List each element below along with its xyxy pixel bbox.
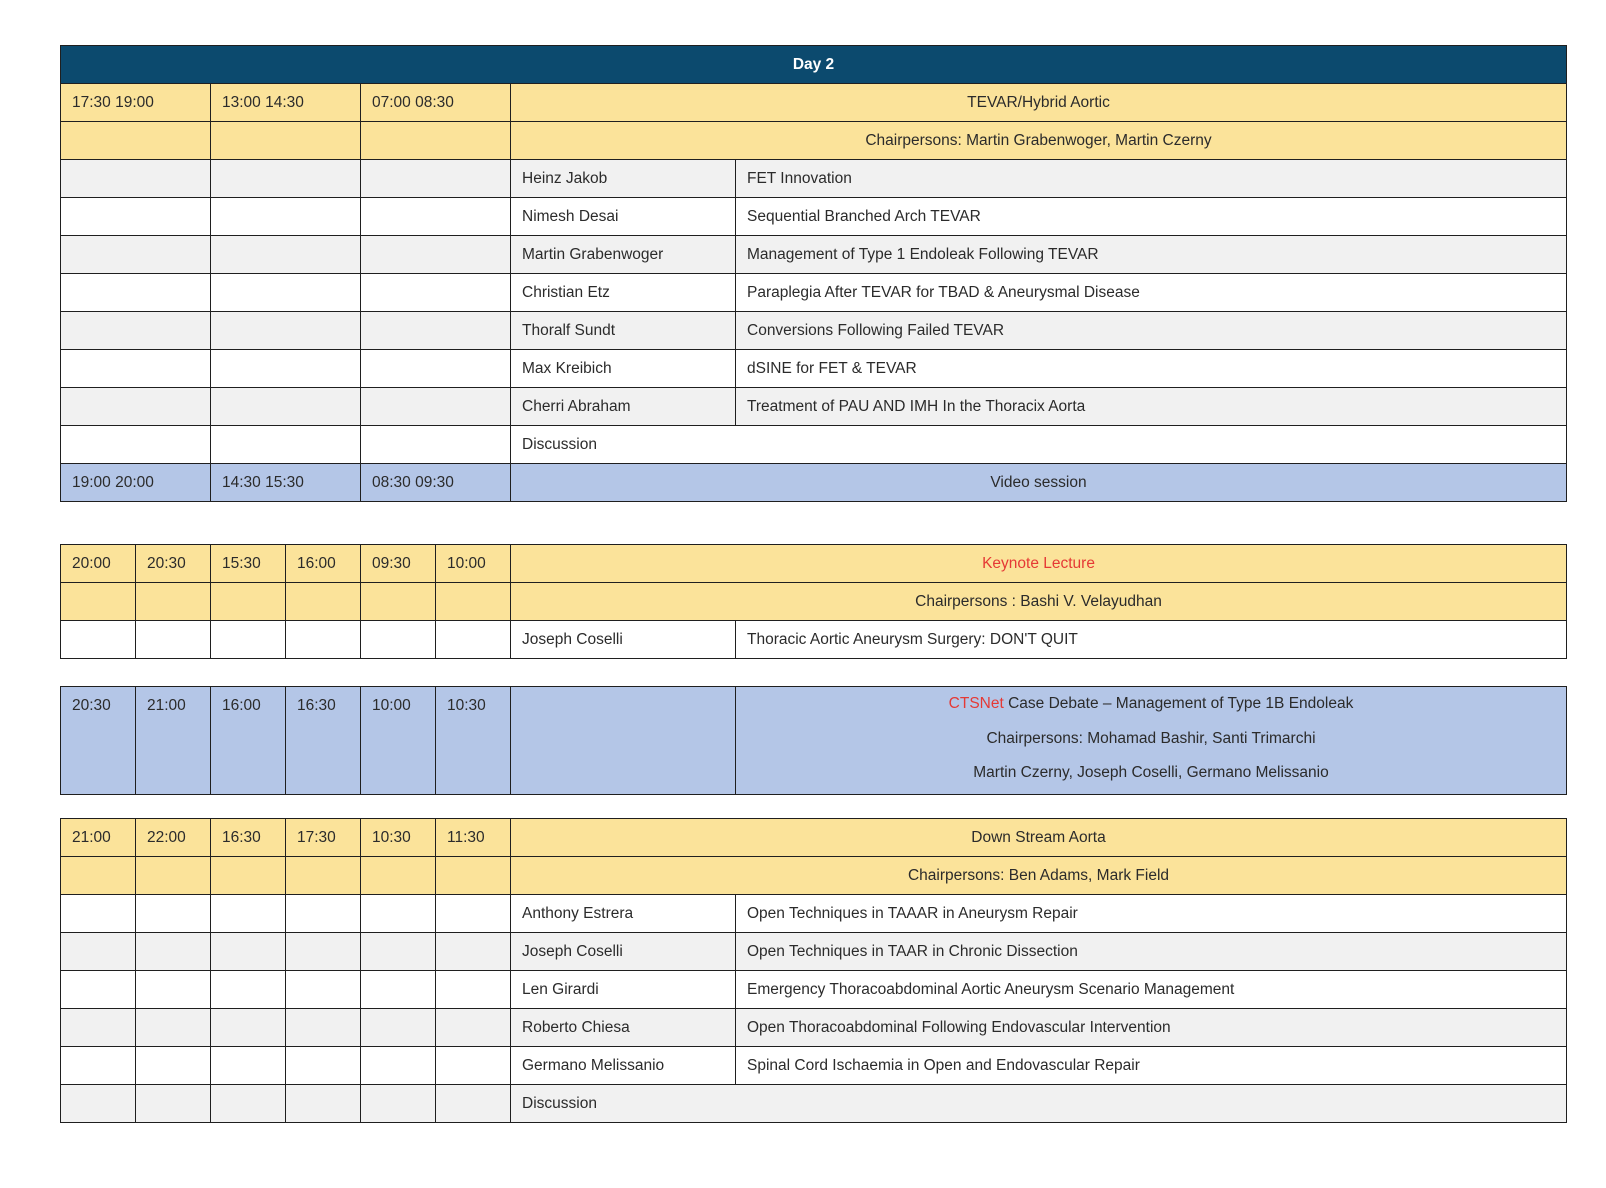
speaker: Joseph Coselli [511, 621, 736, 659]
talk-row [61, 971, 1567, 1009]
empty-cell [211, 122, 361, 160]
topic: Open Thoracoabdominal Following Endovascular Intervention [736, 1009, 1567, 1047]
empty-cell [436, 1085, 511, 1123]
empty-cell [211, 350, 361, 388]
schedule-table-case-debate [60, 686, 1567, 795]
empty-cell [136, 857, 211, 895]
case-debate-row [61, 687, 1567, 795]
empty-cell [361, 388, 511, 426]
discussion: Discussion [511, 1085, 1567, 1123]
speaker: Martin Grabenwoger [511, 236, 736, 274]
topic: dSINE for FET & TEVAR [736, 350, 1567, 388]
empty-cell [361, 621, 436, 659]
time-slot: 15:30 [211, 545, 286, 583]
time-slot: 17:30 19:00 [61, 84, 211, 122]
time-slot: 21:00 [61, 819, 136, 857]
empty-cell [61, 350, 211, 388]
empty-cell [211, 1047, 286, 1085]
talk-row [61, 1047, 1567, 1085]
empty-cell [61, 388, 211, 426]
empty-cell [361, 274, 511, 312]
empty-cell [61, 1085, 136, 1123]
chairpersons: Chairpersons: Martin Grabenwoger, Martin Czerny [511, 122, 1567, 160]
empty-cell [361, 933, 436, 971]
talk-row [61, 350, 1567, 388]
speaker: Max Kreibich [511, 350, 736, 388]
empty-cell [136, 933, 211, 971]
schedule-table-keynote [60, 544, 1567, 659]
empty-cell [136, 1047, 211, 1085]
topic: Spinal Cord Ischaemia in Open and Endovascular Repair [736, 1047, 1567, 1085]
discussion-row [61, 426, 1567, 464]
empty-cell [211, 895, 286, 933]
empty-cell [361, 122, 511, 160]
empty-cell [136, 1009, 211, 1047]
time-slot: 16:00 [286, 545, 361, 583]
empty-cell [211, 236, 361, 274]
session-title: Down Stream Aorta [511, 819, 1567, 857]
empty-cell [511, 687, 736, 795]
topic: FET Innovation [736, 160, 1567, 198]
speaker: Roberto Chiesa [511, 1009, 736, 1047]
empty-cell [61, 583, 136, 621]
empty-cell [61, 933, 136, 971]
session-title: TEVAR/Hybrid Aortic [511, 84, 1567, 122]
case-debate-title-text: Case Debate – Management of Type 1B Endoleak [1003, 695, 1354, 712]
empty-cell [286, 895, 361, 933]
empty-cell [286, 1085, 361, 1123]
topic: Paraplegia After TEVAR for TBAD & Aneurysmal Disease [736, 274, 1567, 312]
keynote-title: Keynote Lecture [511, 545, 1567, 583]
time-slot: 16:30 [211, 819, 286, 857]
empty-cell [361, 160, 511, 198]
empty-cell [211, 1009, 286, 1047]
talk-row [61, 621, 1567, 659]
time-slot: 13:00 14:30 [211, 84, 361, 122]
empty-cell [286, 933, 361, 971]
speaker: Christian Etz [511, 274, 736, 312]
empty-cell [211, 933, 286, 971]
empty-cell [286, 1047, 361, 1085]
speaker: Anthony Estrera [511, 895, 736, 933]
topic: Sequential Branched Arch TEVAR [736, 198, 1567, 236]
session-title-row [61, 84, 1567, 122]
time-slot: 10:30 [361, 819, 436, 857]
empty-cell [361, 312, 511, 350]
empty-cell [61, 160, 211, 198]
empty-cell [211, 583, 286, 621]
empty-cell [361, 583, 436, 621]
schedule-table-tevar [60, 45, 1567, 502]
empty-cell [361, 1009, 436, 1047]
empty-cell [61, 236, 211, 274]
empty-cell [436, 971, 511, 1009]
speaker: Heinz Jakob [511, 160, 736, 198]
topic: Emergency Thoracoabdominal Aortic Aneurysm Scenario Management [736, 971, 1567, 1009]
empty-cell [286, 621, 361, 659]
empty-cell [61, 895, 136, 933]
empty-cell [211, 857, 286, 895]
session-title-row [61, 819, 1567, 857]
speaker: Nimesh Desai [511, 198, 736, 236]
time-slot: 20:30 [61, 687, 136, 795]
empty-cell [136, 1085, 211, 1123]
speaker: Len Girardi [511, 971, 736, 1009]
time-slot: 16:00 [211, 687, 286, 795]
topic: Conversions Following Failed TEVAR [736, 312, 1567, 350]
empty-cell [361, 857, 436, 895]
session-title-row [61, 545, 1567, 583]
chairpersons-row [61, 122, 1567, 160]
talk-row [61, 198, 1567, 236]
empty-cell [211, 621, 286, 659]
ctsnet-brand: CTSNet [948, 695, 1004, 712]
empty-cell [361, 971, 436, 1009]
empty-cell [361, 895, 436, 933]
speaker: Cherri Abraham [511, 388, 736, 426]
empty-cell [436, 1009, 511, 1047]
schedule-table-downstream [60, 818, 1567, 1123]
time-slot: 08:30 09:30 [361, 464, 511, 502]
talk-row [61, 1009, 1567, 1047]
empty-cell [436, 857, 511, 895]
empty-cell [61, 312, 211, 350]
empty-cell [61, 621, 136, 659]
talk-row [61, 933, 1567, 971]
time-slot: 20:30 [136, 545, 211, 583]
day-title: Day 2 [61, 46, 1567, 84]
empty-cell [361, 1047, 436, 1085]
case-debate-title [747, 687, 1555, 722]
empty-cell [286, 1009, 361, 1047]
empty-cell [61, 426, 211, 464]
empty-cell [61, 857, 136, 895]
chairpersons-row [61, 583, 1567, 621]
empty-cell [136, 971, 211, 1009]
topic: Thoracic Aortic Aneurysm Surgery: DON'T QUIT [736, 621, 1567, 659]
time-slot: 09:30 [361, 545, 436, 583]
time-slot: 10:00 [361, 687, 436, 795]
time-slot: 11:30 [436, 819, 511, 857]
discussion: Discussion [511, 426, 1567, 464]
time-slot: 16:30 [286, 687, 361, 795]
empty-cell [61, 971, 136, 1009]
case-debate-info [736, 687, 1567, 795]
chairpersons: Chairpersons : Bashi V. Velayudhan [511, 583, 1567, 621]
empty-cell [436, 1047, 511, 1085]
topic: Management of Type 1 Endoleak Following TEVAR [736, 236, 1567, 274]
empty-cell [361, 236, 511, 274]
speaker: Germano Melissanio [511, 1047, 736, 1085]
topic: Open Techniques in TAAAR in Aneurysm Repair [736, 895, 1567, 933]
empty-cell [136, 583, 211, 621]
empty-cell [211, 160, 361, 198]
empty-cell [211, 426, 361, 464]
empty-cell [211, 971, 286, 1009]
empty-cell [436, 621, 511, 659]
talk-row [61, 160, 1567, 198]
time-slot: 17:30 [286, 819, 361, 857]
time-slot: 22:00 [136, 819, 211, 857]
empty-cell [61, 122, 211, 160]
time-slot: 14:30 15:30 [211, 464, 361, 502]
empty-cell [361, 350, 511, 388]
topic: Open Techniques in TAAR in Chronic Dissection [736, 933, 1567, 971]
empty-cell [61, 1047, 136, 1085]
talk-row [61, 312, 1567, 350]
chairpersons: Chairpersons: Ben Adams, Mark Field [511, 857, 1567, 895]
topic: Treatment of PAU AND IMH In the Thoracix Aorta [736, 388, 1567, 426]
chairpersons: Chairpersons: Mohamad Bashir, Santi Trimarchi [986, 729, 1316, 747]
chairpersons-row [61, 857, 1567, 895]
empty-cell [136, 621, 211, 659]
empty-cell [436, 933, 511, 971]
talk-row [61, 895, 1567, 933]
empty-cell [136, 895, 211, 933]
empty-cell [211, 388, 361, 426]
empty-cell [436, 583, 511, 621]
discussion-row [61, 1085, 1567, 1123]
time-slot: 10:00 [436, 545, 511, 583]
talk-row [61, 388, 1567, 426]
video-session-row [61, 464, 1567, 502]
time-slot: 07:00 08:30 [361, 84, 511, 122]
time-slot: 21:00 [136, 687, 211, 795]
empty-cell [286, 971, 361, 1009]
empty-cell [211, 312, 361, 350]
speaker: Thoralf Sundt [511, 312, 736, 350]
video-session-title: Video session [511, 464, 1567, 502]
empty-cell [286, 583, 361, 621]
empty-cell [211, 198, 361, 236]
empty-cell [211, 274, 361, 312]
empty-cell [61, 274, 211, 312]
day-header-row [61, 46, 1567, 84]
empty-cell [361, 198, 511, 236]
empty-cell [61, 1009, 136, 1047]
time-slot: 10:30 [436, 687, 511, 795]
panelists: Martin Czerny, Joseph Coselli, Germano Melissanio [973, 764, 1329, 781]
empty-cell [61, 198, 211, 236]
empty-cell [361, 426, 511, 464]
empty-cell [211, 1085, 286, 1123]
empty-cell [286, 857, 361, 895]
time-slot: 20:00 [61, 545, 136, 583]
time-slot: 19:00 20:00 [61, 464, 211, 502]
talk-row [61, 274, 1567, 312]
empty-cell [361, 1085, 436, 1123]
speaker: Joseph Coselli [511, 933, 736, 971]
empty-cell [436, 895, 511, 933]
talk-row [61, 236, 1567, 274]
